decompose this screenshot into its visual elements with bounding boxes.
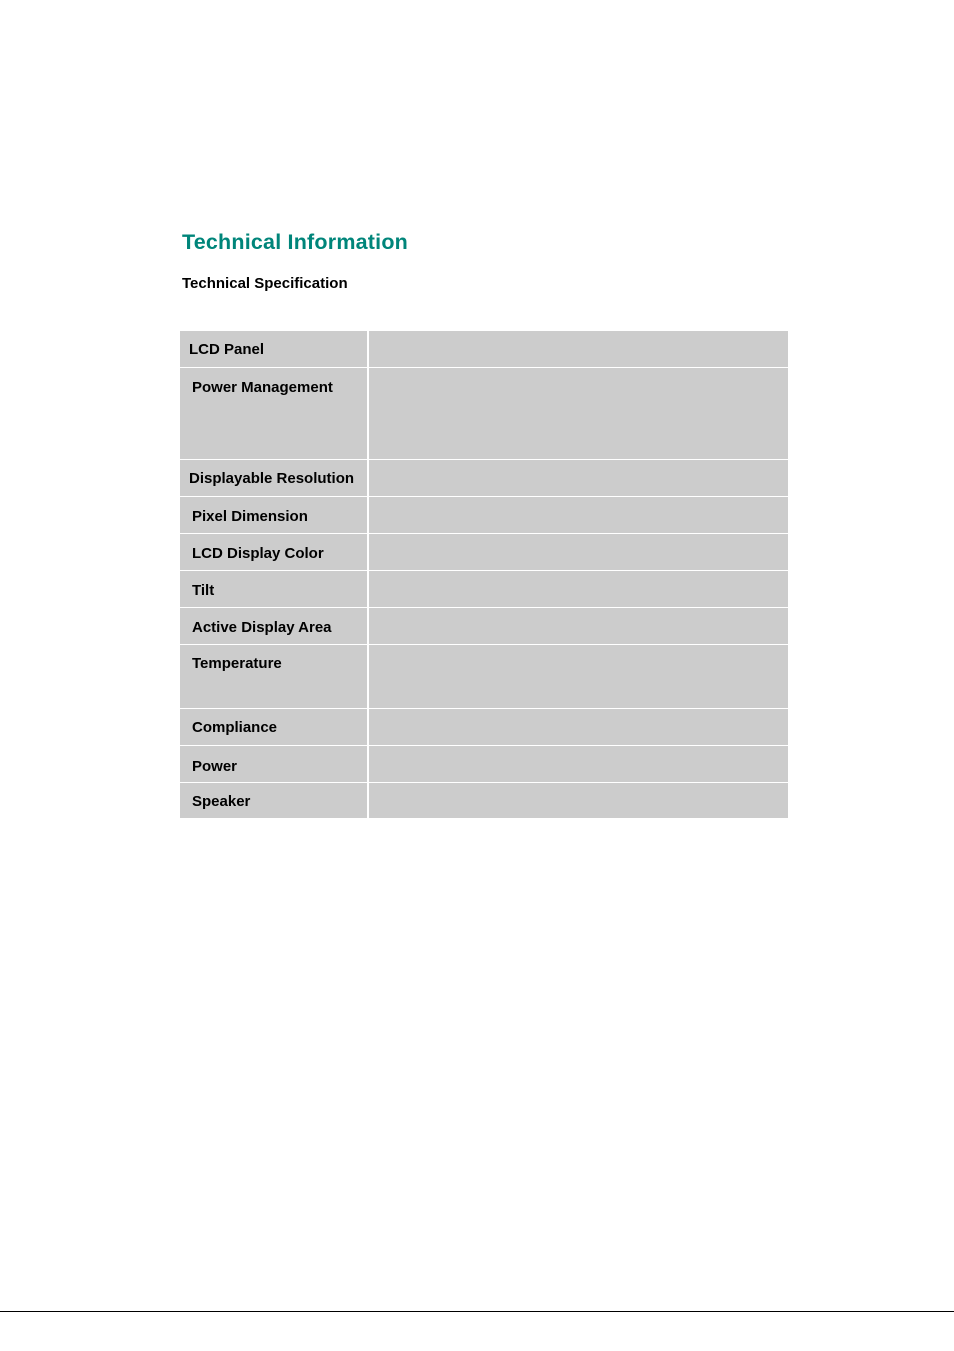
- spec-label: Tilt: [192, 581, 215, 599]
- table-row: [180, 533, 788, 570]
- spec-label: Compliance: [192, 718, 278, 736]
- spec-label-cell: [180, 570, 368, 607]
- spec-table: [180, 331, 788, 819]
- spec-label: LCD Display Color: [192, 544, 324, 562]
- spec-label-cell: [180, 496, 368, 533]
- spec-label-cell: [180, 708, 368, 745]
- spec-value-cell: [368, 644, 788, 708]
- spec-value-cell: [368, 607, 788, 644]
- spec-value-cell: [368, 459, 788, 496]
- spec-value-cell: [368, 367, 788, 459]
- spec-label-cell: [180, 367, 368, 459]
- table-row: [180, 496, 788, 533]
- spec-label-cell: [180, 782, 368, 818]
- spec-label: Temperature: [192, 654, 282, 672]
- spec-label: Displayable Resolution: [189, 469, 355, 487]
- spec-label: Power: [192, 757, 238, 775]
- table-row: [180, 782, 788, 818]
- spec-label-cell: [180, 459, 368, 496]
- spec-label-cell: [180, 331, 368, 367]
- spec-label-cell: [180, 533, 368, 570]
- spec-label-cell: [180, 644, 368, 708]
- table-row: [180, 459, 788, 496]
- spec-value-cell: [368, 782, 788, 818]
- spec-label: Pixel Dimension: [192, 507, 308, 525]
- footer-rule: [0, 1311, 954, 1312]
- spec-label-cell: [180, 745, 368, 782]
- spec-value-cell: [368, 331, 788, 367]
- table-row: [180, 570, 788, 607]
- spec-label: Active Display Area: [192, 618, 332, 636]
- table-row: [180, 708, 788, 745]
- table-row: [180, 331, 788, 367]
- table-row: [180, 367, 788, 459]
- table-row: [180, 644, 788, 708]
- section-subtitle: Technical Specification: [182, 275, 348, 292]
- spec-label: LCD Panel: [189, 341, 265, 358]
- spec-value-cell: [368, 496, 788, 533]
- page-title: Technical Information: [182, 230, 408, 254]
- spec-value-cell: [368, 745, 788, 782]
- table-row: [180, 607, 788, 644]
- table-row: [180, 745, 788, 782]
- spec-label: Power Management: [192, 378, 333, 396]
- spec-value-cell: [368, 708, 788, 745]
- spec-value-cell: [368, 533, 788, 570]
- spec-label: Speaker: [192, 792, 251, 810]
- spec-value-cell: [368, 570, 788, 607]
- spec-label-cell: [180, 607, 368, 644]
